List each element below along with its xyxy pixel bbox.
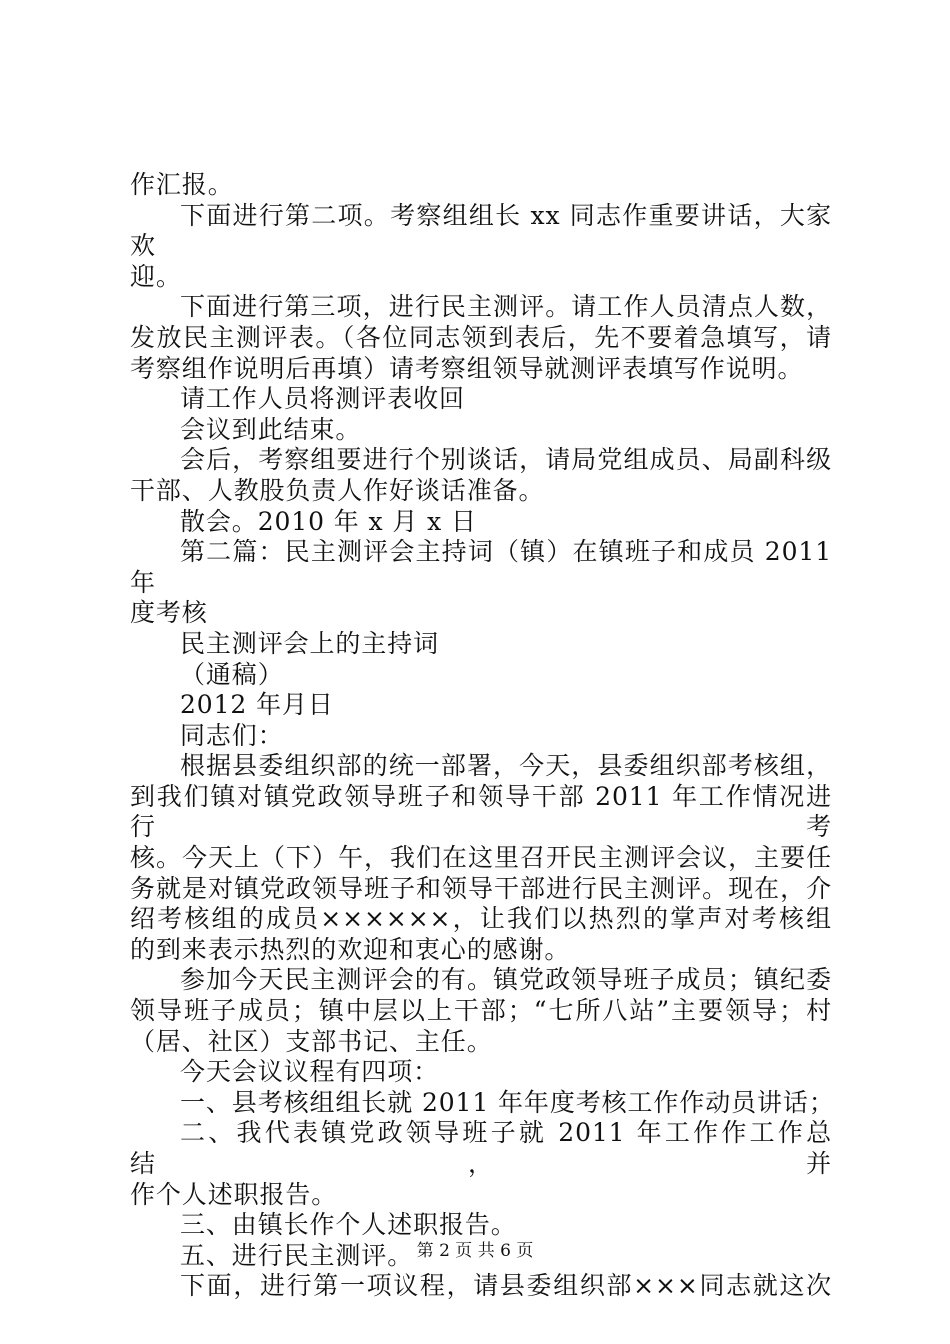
text-line: 发放民主测评表。（各位同志领到表后，先不要着急填写，请 (130, 322, 832, 352)
section-subtitle: （通稿） (180, 659, 284, 689)
salutation: 同志们： (180, 720, 284, 750)
text-line: 今天会议议程有四项： (180, 1057, 440, 1087)
section-title: 民主测评会上的主持词 (180, 628, 440, 658)
text-line: 核。今天上（下）午，我们在这里召开民主测评会议，主要任 (130, 843, 832, 873)
text-line: （居、社区）支部书记、主任。 (130, 1026, 493, 1056)
agenda-item: 一、县考核组组长就 2011 年年度考核工作作动员讲话； (180, 1087, 835, 1117)
section-heading: 度考核 (130, 598, 208, 628)
agenda-item: 五、进行民主测评。 (180, 1240, 414, 1270)
text-line: 根据县委组织部的统一部署，今天，县委组织部考核组， (180, 751, 832, 781)
text-line: 下面，进行第一项议程，请县委组织部×××同志就这次 (180, 1271, 832, 1301)
text-line: 迎。 (130, 261, 182, 291)
text-line: 的到来表示热烈的欢迎和衷心的感谢。 (130, 934, 571, 964)
text-line: 会议到此结束。 (180, 414, 362, 444)
text-line: 作汇报。 (130, 170, 234, 199)
text-line: 领导班子成员；镇中层以上干部；“七所八站”主要领导；村 (130, 996, 832, 1026)
text-line: 下面进行第三项，进行民主测评。请工作人员清点人数， (180, 292, 832, 322)
text-line: 考察组作说明后再填）请考察组领导就测评表填写作说明。 (130, 353, 804, 383)
text-line: 到我们镇对镇党政领导班子和领导干部 2011 年工作情况进行考 (130, 781, 832, 842)
document-date: 2012 年月日 (180, 690, 334, 720)
text-line: 下面进行第二项。考察组组长 xx 同志作重要讲话，大家欢 (130, 200, 832, 261)
page-footer: 第 2 页 共 6 页 (416, 1241, 534, 1261)
text-line: 务就是对镇党政领导班子和领导干部进行民主测评。现在，介 (130, 873, 832, 903)
agenda-item: 二、我代表镇党政领导班子就 2011 年工作作工作总结，并 (130, 1118, 832, 1178)
section-heading: 第二篇：民主测评会主持词（镇）在镇班子和成员 2011 年 (130, 537, 832, 597)
text-line: 绍考核组的成员××××××，让我们以热烈的掌声对考核组 (130, 904, 832, 934)
text-line: 会后，考察组要进行个别谈话，请局党组成员、局副科级 (180, 445, 832, 475)
document-body (130, 170, 835, 1302)
agenda-item: 三、由镇长作个人述职报告。 (180, 1210, 517, 1240)
text-line: 请工作人员将测评表收回 (180, 384, 465, 414)
agenda-item: 作个人述职报告。 (130, 1179, 338, 1209)
text-line: 参加今天民主测评会的有。镇党政领导班子成员；镇纪委 (180, 965, 832, 995)
text-line: 散会。2010 年 x 月 x 日 (180, 506, 477, 536)
text-line: 干部、人教股负责人作好谈话准备。 (130, 475, 545, 505)
